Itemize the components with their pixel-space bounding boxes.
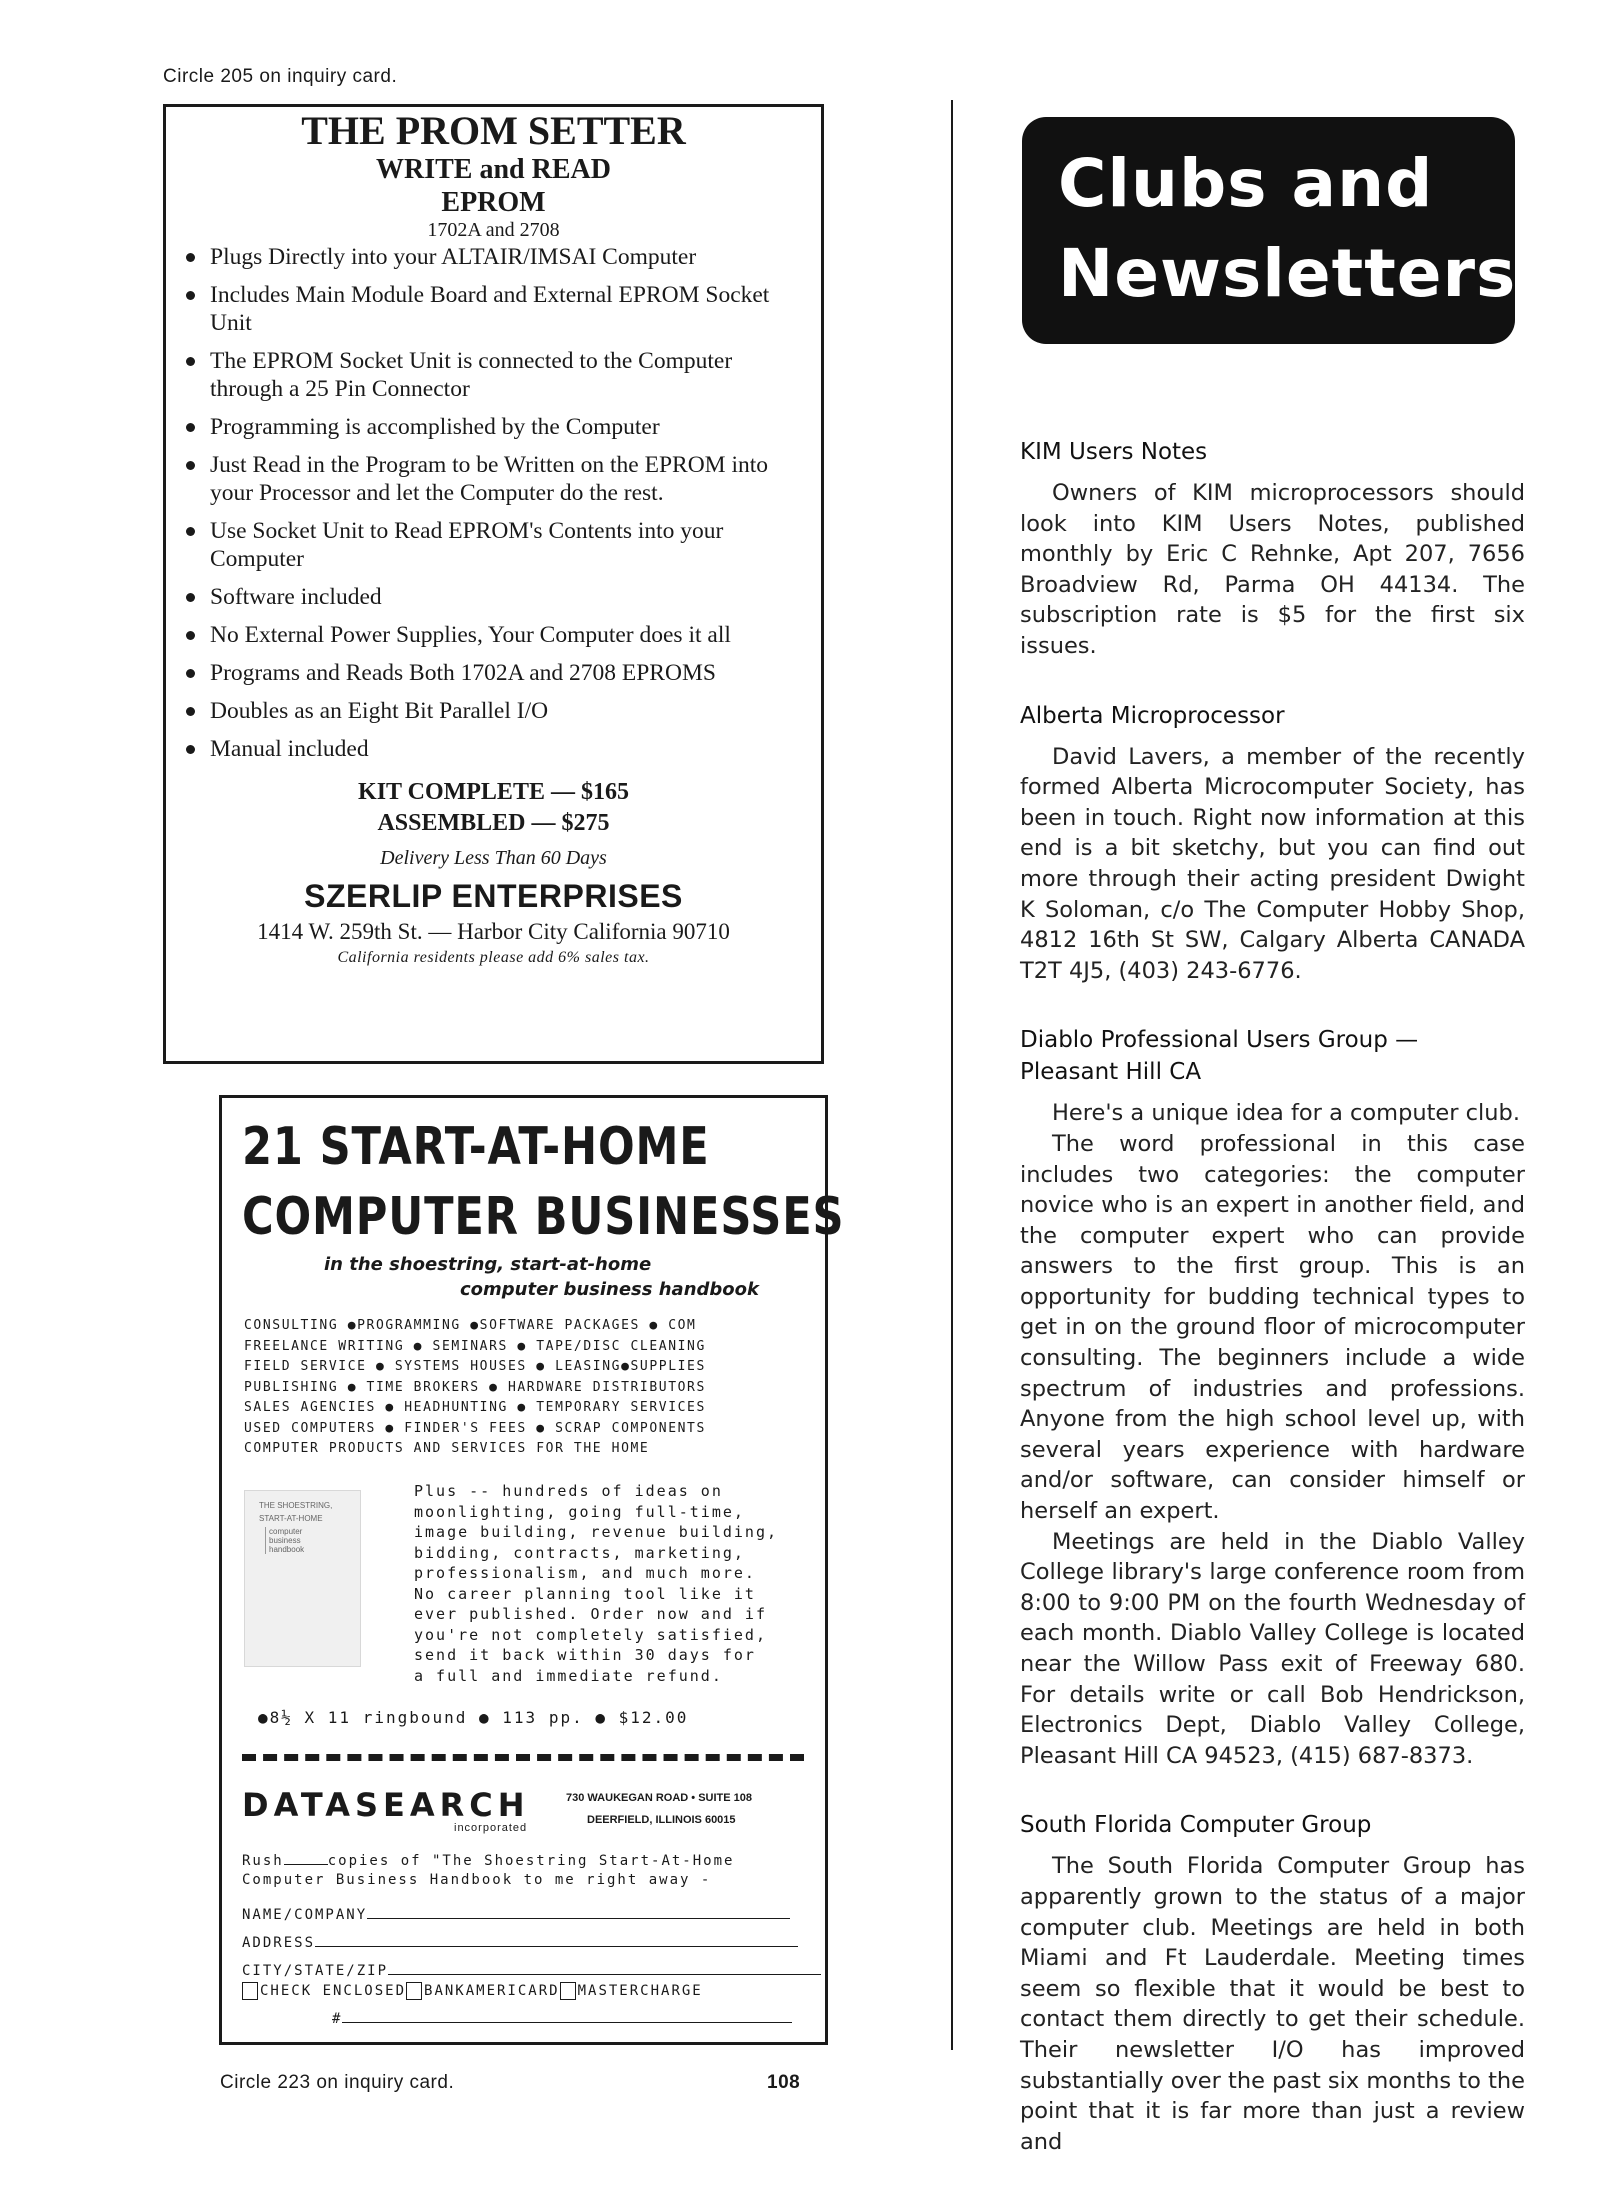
booklet-title: business: [265, 1536, 360, 1545]
handbook-cover-image: [244, 1490, 361, 1667]
datasearch-address-2: DEERFIELD, ILLINOIS 60015: [587, 1814, 736, 1826]
article-kim: [1020, 436, 1525, 662]
start-at-home-ad: [219, 1095, 845, 2045]
check-enclosed-checkbox[interactable]: [242, 1982, 258, 2000]
article-paragraph: David Lavers, a member of the recently formed Alberta Microcomputer Society, has been in touch. Right now information at this end is a bit sketchy, but you can find out more through their acting president Dwight K Soloman, c/o The Computer Hobby Shop, 4812 16th St SW, Calgary Alberta CANADA T2T 4J5, (403) 243-6776.: [1020, 743, 1525, 984]
book-specs: ●8½ X 11 ringbound ● 113 pp. ● $12.00: [258, 1708, 689, 1727]
prom-feature: Just Read in the Program to be Written on the EPROM into your Processor and let the Computer do the rest.: [180, 451, 797, 507]
business-list: [244, 1316, 825, 1460]
card-number-field[interactable]: [332, 2008, 792, 2027]
plus-line: Plus -- hundreds of ideas on: [414, 1482, 723, 1500]
bankamericard-label: BANKAMERICARD: [424, 1983, 560, 1999]
biz-tagline-1: in the shoestring, start-at-home: [324, 1254, 652, 1275]
datasearch-incorporated: incorporated: [454, 1822, 528, 1834]
plus-line: professionalism, and much more.: [414, 1564, 756, 1582]
bottom-caption: Circle 223 on inquiry card.: [220, 2072, 455, 2093]
datasearch-logo: DATASEARCH: [242, 1786, 530, 1824]
address-label: ADDRESS: [242, 1935, 316, 1951]
plus-line: ever published. Order now and if: [414, 1605, 767, 1623]
order-text-1: copies of "The Shoestring Start-At-Home: [327, 1853, 735, 1869]
prom-company-name: SZERLIP ENTERPRISES: [304, 878, 683, 914]
article-heading: South Florida Computer Group: [1020, 1812, 1372, 1839]
article-paragraph: Meetings are held in the Diablo Valley College library's large conference room from 8:00 to 9:00 PM on the fourth Wednesday of each month. Diablo Valley College is located near the Willow Pass exit of Freeway 680. For details write or call Bob Hendrickson, Electronics Dept, Diablo Valley College, Pleasant Hill CA 94523, (415) 687-8373.: [1020, 1528, 1525, 1769]
prom-subtitle-1: WRITE and READ: [376, 154, 611, 185]
prom-feature: Plugs Directly into your ALTAIR/IMSAI Computer: [180, 243, 797, 271]
prom-tax-note: California residents please add 6% sales tax.: [337, 949, 650, 966]
articles-column: [1020, 436, 1525, 2195]
article-paragraph: Here's a unique idea for a computer club.: [1052, 1100, 1520, 1127]
clubs-newsletters-banner: [1022, 117, 1515, 344]
business-line: FREELANCE WRITING ● SEMINARS ● TAPE/DISC CLEANING: [244, 1338, 706, 1354]
business-line: SALES AGENCIES ● HEADHUNTING ● TEMPORARY SERVICES: [244, 1400, 706, 1415]
order-line-1: [242, 1850, 734, 1869]
biz-tagline-2: computer business handbook: [460, 1279, 759, 1300]
prom-models: 1702A and 2708: [427, 219, 560, 241]
business-line: PUBLISHING ● TIME BROKERS ● HARDWARE DISTRIBUTORS: [244, 1379, 706, 1395]
plus-line: you're not completely satisfied,: [414, 1625, 767, 1644]
prom-feature-list: [166, 243, 821, 763]
prom-feature: Includes Main Module Board and External EPROM Socket Unit: [180, 281, 797, 337]
article-heading: KIM Users Notes: [1020, 439, 1208, 465]
booklet-title: THE SHOESTRING,: [259, 1501, 333, 1510]
prom-subtitle-2: EPROM: [441, 187, 546, 218]
banner-line-1: Clubs and: [1058, 145, 1434, 222]
article-paragraph: Owners of KIM microprocessors should look into KIM Users Notes, published monthly by Eric C Rehnke, Apt 207, 7656 Broadview Rd, Parma OH 44134. The subscription rate is $5 for the first six issues.: [1020, 480, 1525, 659]
prom-feature: Manual included: [180, 735, 797, 763]
mastercharge-checkbox[interactable]: [560, 1982, 576, 2000]
delivery-note: Delivery Less Than 60 Days: [380, 847, 607, 869]
biz-headline-1: 21 START-AT-HOME: [242, 1117, 710, 1177]
business-line: USED COMPUTERS ● FINDER'S FEES ● SCRAP COMPONENTS: [244, 1420, 706, 1436]
article-alberta: [1020, 700, 1525, 987]
top-caption: Circle 205 on inquiry card.: [163, 66, 398, 87]
prom-setter-ad: [163, 104, 824, 1064]
page-number: 108: [767, 2072, 801, 2093]
prom-title: THE PROM SETTER: [301, 108, 686, 153]
prom-feature: The EPROM Socket Unit is connected to the Computer through a 25 Pin Connector: [180, 347, 797, 403]
copies-blank[interactable]: [284, 1850, 328, 1865]
plus-line: No career planning tool like it: [414, 1584, 756, 1603]
order-text-2: Computer Business Handbook to me right away -: [242, 1872, 712, 1888]
prom-feature: Use Socket Unit to Read EPROM's Contents into your Computer: [180, 517, 797, 573]
booklet-title: computer: [265, 1527, 360, 1536]
card-number-label: #: [332, 2011, 343, 2027]
prom-feature: Doubles as an Eight Bit Parallel I/O: [180, 697, 797, 725]
prom-feature: Programming is accomplished by the Computer: [180, 413, 797, 441]
plus-line: bidding, contracts, marketing,: [414, 1543, 745, 1562]
payment-options: [242, 1982, 703, 2000]
prom-feature: No External Power Supplies, Your Computer does it all: [180, 621, 797, 649]
mastercharge-label: MASTERCHARGE: [577, 1983, 703, 1999]
address-blank[interactable]: [315, 1932, 798, 1947]
biz-headline-2: COMPUTER BUSINESSES: [242, 1187, 845, 1247]
plus-line: send it back within 30 days for: [414, 1646, 756, 1664]
name-company-label: NAME/COMPANY: [242, 1907, 368, 1923]
check-enclosed-label: CHECK ENCLOSED: [260, 1983, 407, 1999]
article-paragraph: The South Florida Computer Group has apparently grown to the status of a major computer club. Meetings are held in both Miami and Ft Lauderdale. Meeting times seem so flexible that it would be best to contact them directly to get their schedule. Their newsletter I/O has improved substantially over the past six months to the point that it is far more than just a review and: [1020, 1853, 1525, 2155]
bankamericard-checkbox[interactable]: [406, 1982, 422, 2000]
city-state-zip-field[interactable]: [242, 1960, 821, 1979]
article-heading: Diablo Professional Users Group — Pleasant Hill CA: [1020, 1027, 1419, 1086]
plus-description: [414, 1481, 778, 1686]
order-rush-label: Rush: [242, 1853, 284, 1869]
name-company-blank[interactable]: [367, 1904, 790, 1919]
datasearch-address-1: 730 WAUKEGAN ROAD • SUITE 108: [566, 1792, 753, 1804]
business-line: CONSULTING ●PROGRAMMING ●SOFTWARE PACKAGES ● COM: [244, 1318, 697, 1333]
price-assembled: ASSEMBLED — $275: [377, 810, 610, 836]
name-company-field[interactable]: [242, 1904, 790, 1923]
card-number-blank[interactable]: [342, 2008, 792, 2023]
city-state-zip-label: CITY/STATE/ZIP: [242, 1963, 389, 1979]
price-kit: KIT COMPLETE — $165: [358, 779, 629, 805]
article-south-florida: [1020, 1809, 1525, 2157]
article-diablo: [1020, 1024, 1525, 1771]
prom-company-address: 1414 W. 259th St. — Harbor City California 90710: [257, 919, 730, 944]
cut-line-divider: [242, 1754, 804, 1761]
prom-feature: Software included: [180, 583, 797, 611]
column-divider: [951, 100, 953, 2050]
article-paragraph: The word professional in this case includes two categories: the computer novice who is an expert in another field, and the computer expert who can provide answers to the first group. This is an opportunity for budding technical types to get in on the ground floor of microcomputer consulting. The beginners include a wide spectrum of industries and professions. Anyone from the high school level up, with several years experience with hardware and/or software, can consider himself or herself an expert.: [1020, 1130, 1525, 1525]
plus-line: moonlighting, going full-time,: [414, 1502, 745, 1521]
prom-feature: Programs and Reads Both 1702A and 2708 EPROMS: [180, 659, 797, 687]
business-line: COMPUTER PRODUCTS AND SERVICES FOR THE HOME: [244, 1441, 650, 1456]
plus-line: image building, revenue building,: [414, 1523, 779, 1541]
article-heading: Alberta Microprocessor: [1020, 702, 1285, 729]
booklet-title: START-AT-HOME: [259, 1514, 323, 1523]
plus-line: a full and immediate refund.: [414, 1666, 723, 1685]
city-state-zip-blank[interactable]: [388, 1960, 821, 1975]
banner-line-2: Newsletters: [1058, 235, 1517, 312]
booklet-title: handbook: [265, 1545, 360, 1554]
business-line: FIELD SERVICE ● SYSTEMS HOUSES ● LEASING●SUPPLIES: [244, 1359, 706, 1374]
address-field[interactable]: [242, 1932, 798, 1951]
